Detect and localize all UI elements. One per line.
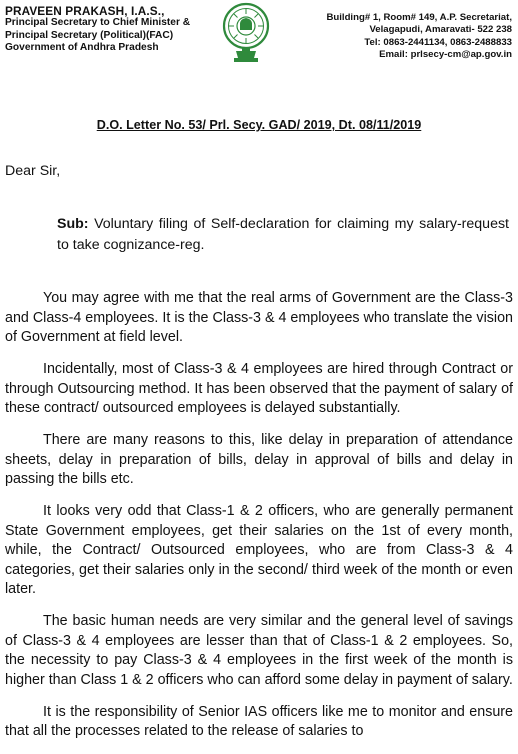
letter-body (5, 289, 513, 754)
body-paragraph: Incidentally, most of Class-3 & 4 employees are hired through Contract or through Outsourcing method. It has been observed that the payment of salary of these contract/ outsourced employees is delayed substantially. (5, 360, 513, 417)
email: Email: prlsecy-cm@ap.gov.in (379, 49, 512, 61)
sender-designation-2: Principal Secretary (Political)(FAC) (5, 29, 174, 41)
body-paragraph: There are many reasons to this, like delay in preparation of attendance sheets, delay in preparation of bills, delay in approval of bills and delay in passing the bills etc. (5, 431, 513, 488)
sender-government: Government of Andhra Pradesh (5, 42, 159, 54)
sender-block (5, 5, 215, 55)
address-line-1: Building# 1, Room# 149, A.P. Secretariat, (326, 12, 512, 23)
body-paragraph: It is the responsibility of Senior IAS officers like me to monitor and ensure that all the processes related to the release of salaries to (5, 703, 513, 740)
address-line-2: Velagapudi, Amaravati- 522 238 (369, 24, 512, 36)
body-paragraph: It looks very odd that Class-1 & 2 officers, who are generally permanent State Government employees, get their salaries on the 1st of every month, while, the Contract/ Outsourced employees, who are from Class-3 & 4 categories, get their salaries only in the second/ third week of the month or even later. (5, 502, 513, 598)
telephone: Tel: 0863-2441134, 0863-2488833 (364, 36, 512, 48)
subject-line (57, 214, 509, 256)
subject-text: Voluntary filing of Self-declaration for claiming my salary-request to take cognizance-reg. (57, 216, 509, 253)
sender-designation-1: Principal Secretary to Chief Minister & (5, 17, 191, 29)
salutation: Dear Sir, (5, 163, 61, 179)
body-paragraph: The basic human needs are very similar and the general level of savings of Class-3 & 4 employees are lesser than that of Class-1 & 2 employees. So, the necessity to pay Class-3 & 4 employees in the first week of the month is higher than Class 1 & 2 officers who can afford some delay in payment of salary. (5, 613, 513, 688)
body-paragraph: You may agree with me that the real arms of Government are the Class-3 and Class-4 employees. It is the Class-3 & 4 employees who translate the vision of Government at field level. (5, 290, 513, 346)
sender-name: PRAVEEN PRAKASH, I.A.S., (5, 4, 165, 18)
address-block (312, 12, 512, 62)
state-emblem-icon (222, 2, 270, 64)
letter-reference: D.O. Letter No. 53/ Prl. Secy. GAD/ 2019, Dt. 08/11/2019 (96, 118, 422, 132)
subject-label: Sub: (57, 216, 89, 232)
